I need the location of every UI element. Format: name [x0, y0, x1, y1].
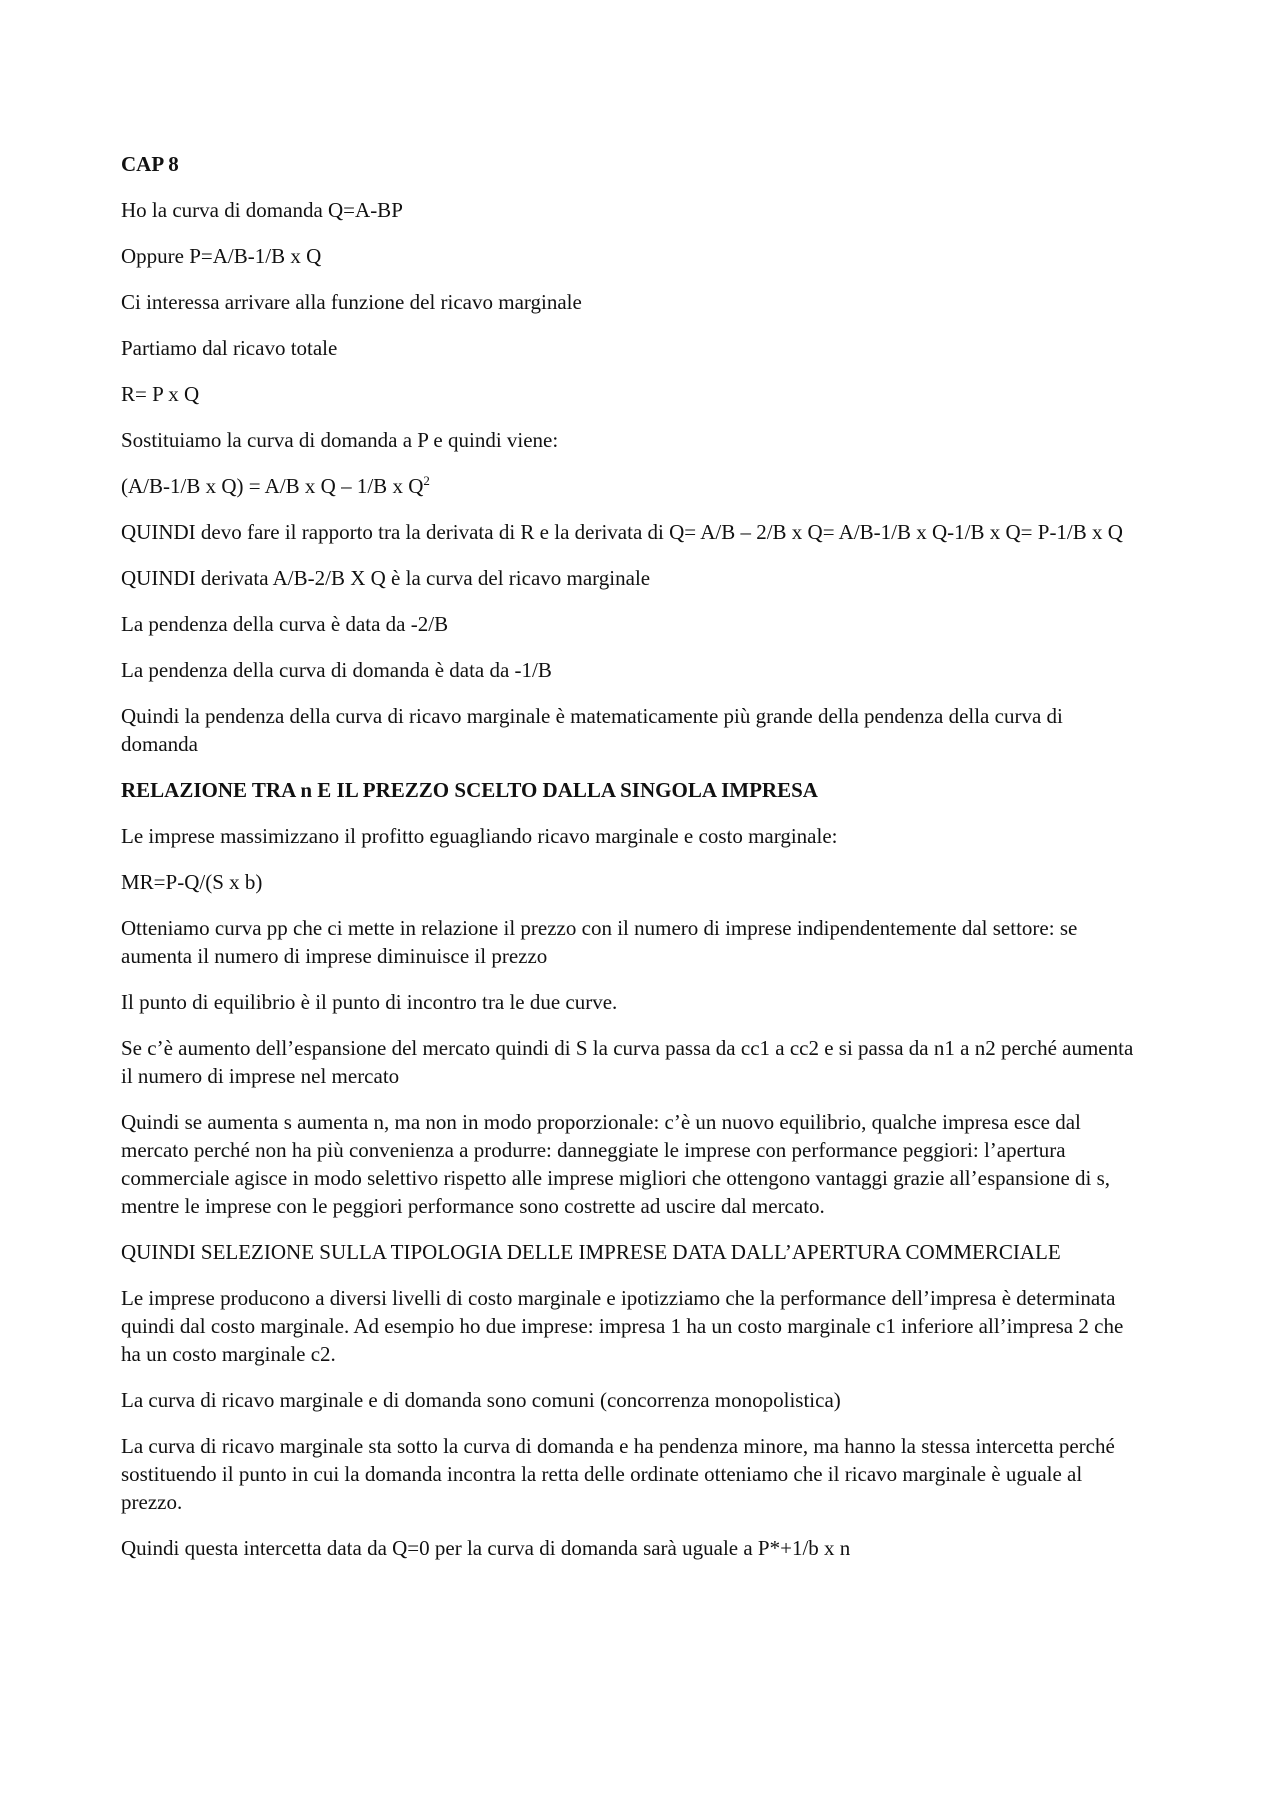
- formula-paragraph: [121, 472, 1141, 500]
- paragraph: La pendenza della curva è data da -2/B: [121, 612, 449, 636]
- paragraph: Ho la curva di domanda Q=A-BP: [121, 198, 403, 222]
- paragraph: QUINDI devo fare il rapporto tra la derivata di R e la derivata di Q= A/B – 2/B x Q= A/B-1/B x Q-1/B x Q= P-1/B x Q: [121, 520, 1123, 544]
- chapter-title: CAP 8: [121, 152, 179, 176]
- paragraph: Quindi se aumenta s aumenta n, ma non in modo proporzionale: c’è un nuovo equilibrio, qualche impresa esce dal mercato perché non ha più convenienza a produrre: danneggiate le imprese con performance peggiori: l’apertura commerciale agisce in modo selettivo rispetto alle imprese migliori che ottengono vantaggi grazie all’espansione di s, mentre le imprese con le peggiori performance sono costrette ad uscire dal mercato.: [121, 1110, 1111, 1218]
- paragraph: QUINDI SELEZIONE SULLA TIPOLOGIA DELLE IMPRESE DATA DALL’APERTURA COMMERCIALE: [121, 1240, 1061, 1264]
- paragraph: La pendenza della curva di domanda è data da -1/B: [121, 658, 552, 682]
- paragraph: Quindi la pendenza della curva di ricavo marginale è matematicamente più grande della pendenza della curva di domanda: [121, 704, 1063, 756]
- paragraph: Otteniamo curva pp che ci mette in relazione il prezzo con il numero di imprese indipendentemente dal settore: se aumenta il numero di imprese diminuisce il prezzo: [121, 916, 1078, 968]
- paragraph: Il punto di equilibrio è il punto di incontro tra le due curve.: [121, 990, 618, 1014]
- paragraph: MR=P-Q/(S x b): [121, 870, 263, 894]
- paragraph: Oppure P=A/B-1/B x Q: [121, 244, 322, 268]
- superscript-exponent: 2: [423, 473, 430, 488]
- paragraph: La curva di ricavo marginale sta sotto la curva di domanda e ha pendenza minore, ma hanno la stessa intercetta perché sostituendo il punto in cui la domanda incontra la retta delle ordinate otteniamo che il ricavo marginale è uguale al prezzo.: [121, 1434, 1115, 1514]
- paragraph: Quindi questa intercetta data da Q=0 per la curva di domanda sarà uguale a P*+1/b x n: [121, 1536, 851, 1560]
- section-heading: RELAZIONE TRA n E IL PREZZO SCELTO DALLA SINGOLA IMPRESA: [121, 778, 818, 802]
- formula-text: (A/B-1/B x Q) = A/B x Q – 1/B x Q: [121, 474, 424, 498]
- paragraph: QUINDI derivata A/B-2/B X Q è la curva del ricavo marginale: [121, 566, 651, 590]
- paragraph: Sostituiamo la curva di domanda a P e quindi viene:: [121, 428, 559, 452]
- paragraph: R= P x Q: [121, 382, 200, 406]
- paragraph: Le imprese producono a diversi livelli di costo marginale e ipotizziamo che la performance dell’impresa è determinata quindi dal costo marginale. Ad esempio ho due imprese: impresa 1 ha un costo marginale c1 inferiore all’impresa 2 che ha un costo marginale c2.: [121, 1286, 1124, 1366]
- paragraph: Se c’è aumento dell’espansione del mercato quindi di S la curva passa da cc1 a cc2 e si passa da n1 a n2 perché aumenta il numero di imprese nel mercato: [121, 1036, 1134, 1088]
- document-page: [121, 150, 1141, 1580]
- paragraph: Le imprese massimizzano il profitto eguagliando ricavo marginale e costo marginale:: [121, 824, 838, 848]
- paragraph: Partiamo dal ricavo totale: [121, 336, 338, 360]
- paragraph: La curva di ricavo marginale e di domanda sono comuni (concorrenza monopolistica): [121, 1388, 841, 1412]
- paragraph: Ci interessa arrivare alla funzione del ricavo marginale: [121, 290, 582, 314]
